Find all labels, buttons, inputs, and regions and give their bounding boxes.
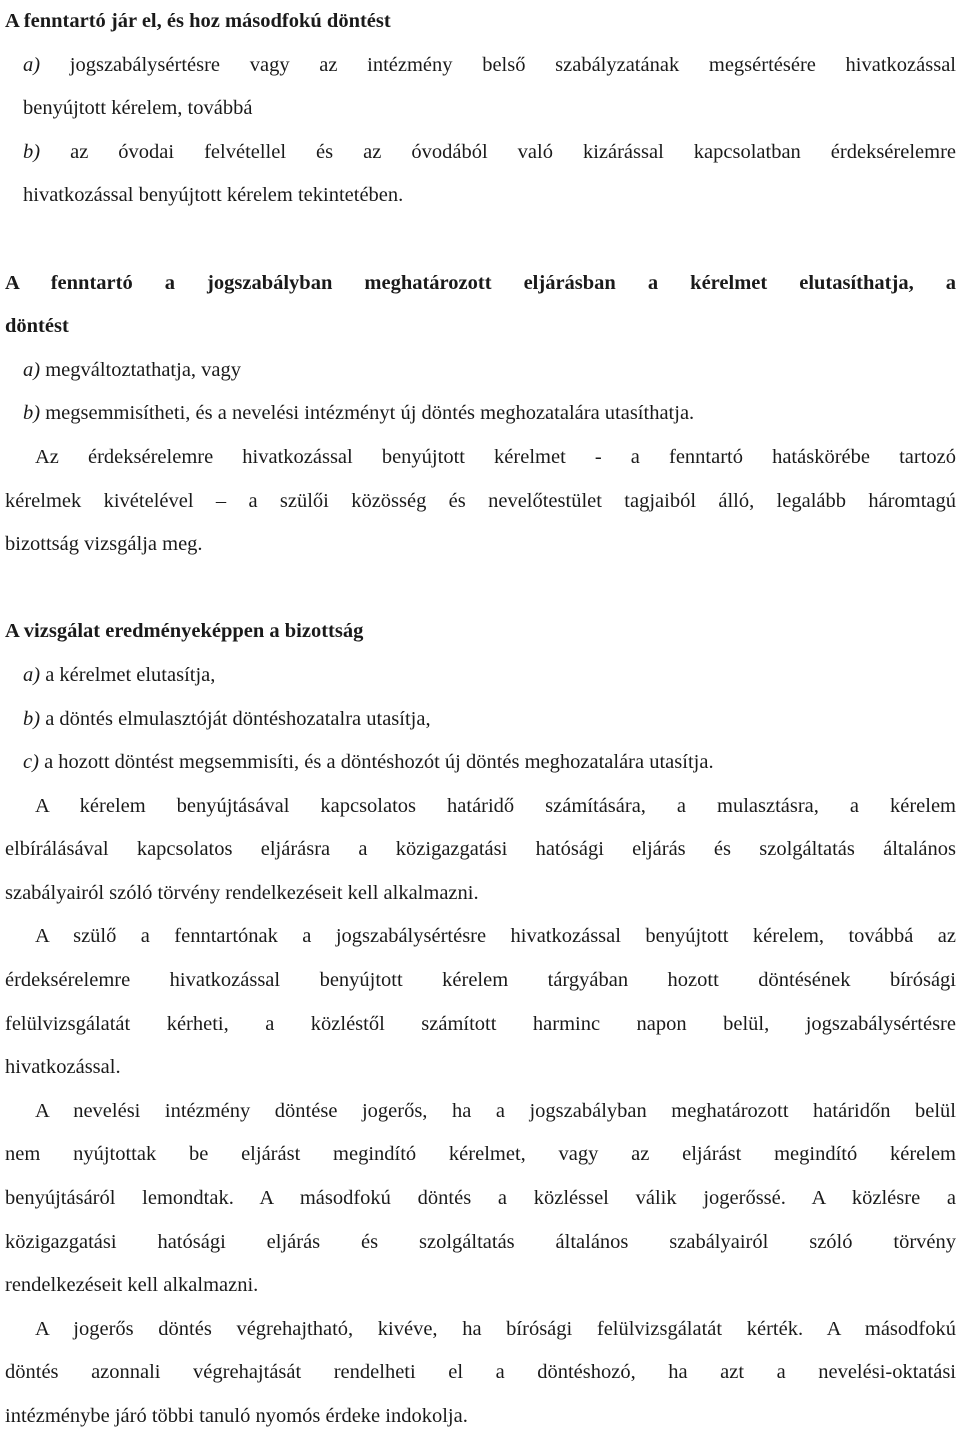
section3-heading: A vizsgálat eredményeképpen a bizottság [5, 620, 364, 643]
paragraph-line: elbírálásával kapcsolatos eljárásra a közigazgatási hatósági eljárás és szolgáltatás általános [5, 838, 956, 861]
paragraph-line: döntés azonnali végrehajtását rendelheti el a döntéshozó, ha azt a nevelési-oktatási [5, 1361, 956, 1384]
item-label: c) [23, 751, 39, 774]
paragraph-line: rendelkezéseit kell alkalmazni. [5, 1274, 259, 1297]
list-item [5, 741, 956, 785]
item-label: b) [23, 402, 41, 425]
item-label: a) [23, 53, 41, 76]
item-label: a) [23, 663, 41, 686]
item-text: a kérelmet elutasítja, [45, 663, 216, 686]
section2-heading: A fenntartó a jogszabályban meghatározott eljárásban a kérelmet elutasíthatja, a [5, 271, 956, 294]
list-item [5, 131, 956, 175]
paragraph-line: hivatkozással. [5, 1056, 121, 1079]
item-text: az óvodai felvétellel és az óvodából való kizárással kapcsolatban érdeksérelemre [70, 140, 956, 163]
paragraph-line: nem nyújtottak be eljárást megindító kérelmet, vagy az eljárást megindító kérelem [5, 1143, 956, 1166]
item-label: b) [23, 140, 41, 163]
item-text: a döntés elmulasztóját döntéshozatalra utasítja, [45, 707, 431, 730]
paragraph-line: Az érdeksérelemre hivatkozással benyújtott kérelmet - a fenntartó hatáskörébe tartozó [35, 445, 956, 468]
list-item-continuation [5, 87, 956, 131]
section1-heading: A fenntartó jár el, és hoz másodfokú döntést [5, 10, 391, 32]
paragraph-line: A nevelési intézmény döntése jogerős, ha a jogszabályban meghatározott határidőn belül [35, 1099, 956, 1122]
spacer [5, 567, 956, 611]
list-item [5, 44, 956, 88]
list-item [5, 392, 956, 436]
paragraph-line: felülvizsgálatát kérheti, a közléstől számított harminc napon belül, jogszabálysértésre [5, 1012, 956, 1035]
item-text: benyújtott kérelem, továbbá [23, 97, 253, 120]
list-item [5, 349, 956, 393]
item-text: hivatkozással benyújtott kérelem tekintetében. [23, 184, 404, 207]
item-text: a hozott döntést megsemmisíti, és a döntéshozót új döntés meghozatalára utasítja. [44, 751, 714, 774]
item-label: b) [23, 707, 41, 730]
document-page [5, 0, 956, 1439]
item-label: a) [23, 358, 41, 381]
paragraph-line: érdeksérelemre hivatkozással benyújtott kérelem tárgyában hozott döntésének bírósági [5, 969, 956, 992]
paragraph-line: A szülő a fenntartónak a jogszabálysértésre hivatkozással benyújtott kérelem, továbbá az [35, 925, 956, 948]
list-item [5, 698, 956, 742]
spacer [5, 218, 956, 262]
paragraph-line: kérelmek kivételével – a szülői közösség és nevelőtestület tagjaiból álló, legalább háromtagú [5, 489, 956, 512]
paragraph-line: intézménybe járó többi tanuló nyomós érdeke indokolja. [5, 1405, 468, 1427]
list-item-continuation [5, 174, 956, 218]
paragraph-line: közigazgatási hatósági eljárás és szolgáltatás általános szabályairól szóló törvény [5, 1230, 956, 1253]
paragraph-line: benyújtásáról lemondtak. A másodfokú döntés a közléssel válik jogerőssé. A közlésre a [5, 1187, 956, 1210]
paragraph-line: bizottság vizsgálja meg. [5, 533, 203, 556]
paragraph-line: A jogerős döntés végrehajtható, kivéve, ha bírósági felülvizsgálatát kérték. A másodfokú [35, 1317, 956, 1340]
paragraph-line: A kérelem benyújtásával kapcsolatos határidő számítására, a mulasztásra, a kérelem [35, 794, 956, 817]
section2-heading-cont: döntést [5, 315, 69, 338]
paragraph-line: szabályairól szóló törvény rendelkezéseit kell alkalmazni. [5, 881, 479, 904]
item-text: megsemmisítheti, és a nevelési intézményt új döntés meghozatalára utasíthatja. [45, 402, 695, 425]
item-text: megváltoztathatja, vagy [45, 358, 242, 381]
list-item [5, 654, 956, 698]
item-text: jogszabálysértésre vagy az intézmény belső szabályzatának megsértésére hivatkozással [69, 53, 956, 76]
